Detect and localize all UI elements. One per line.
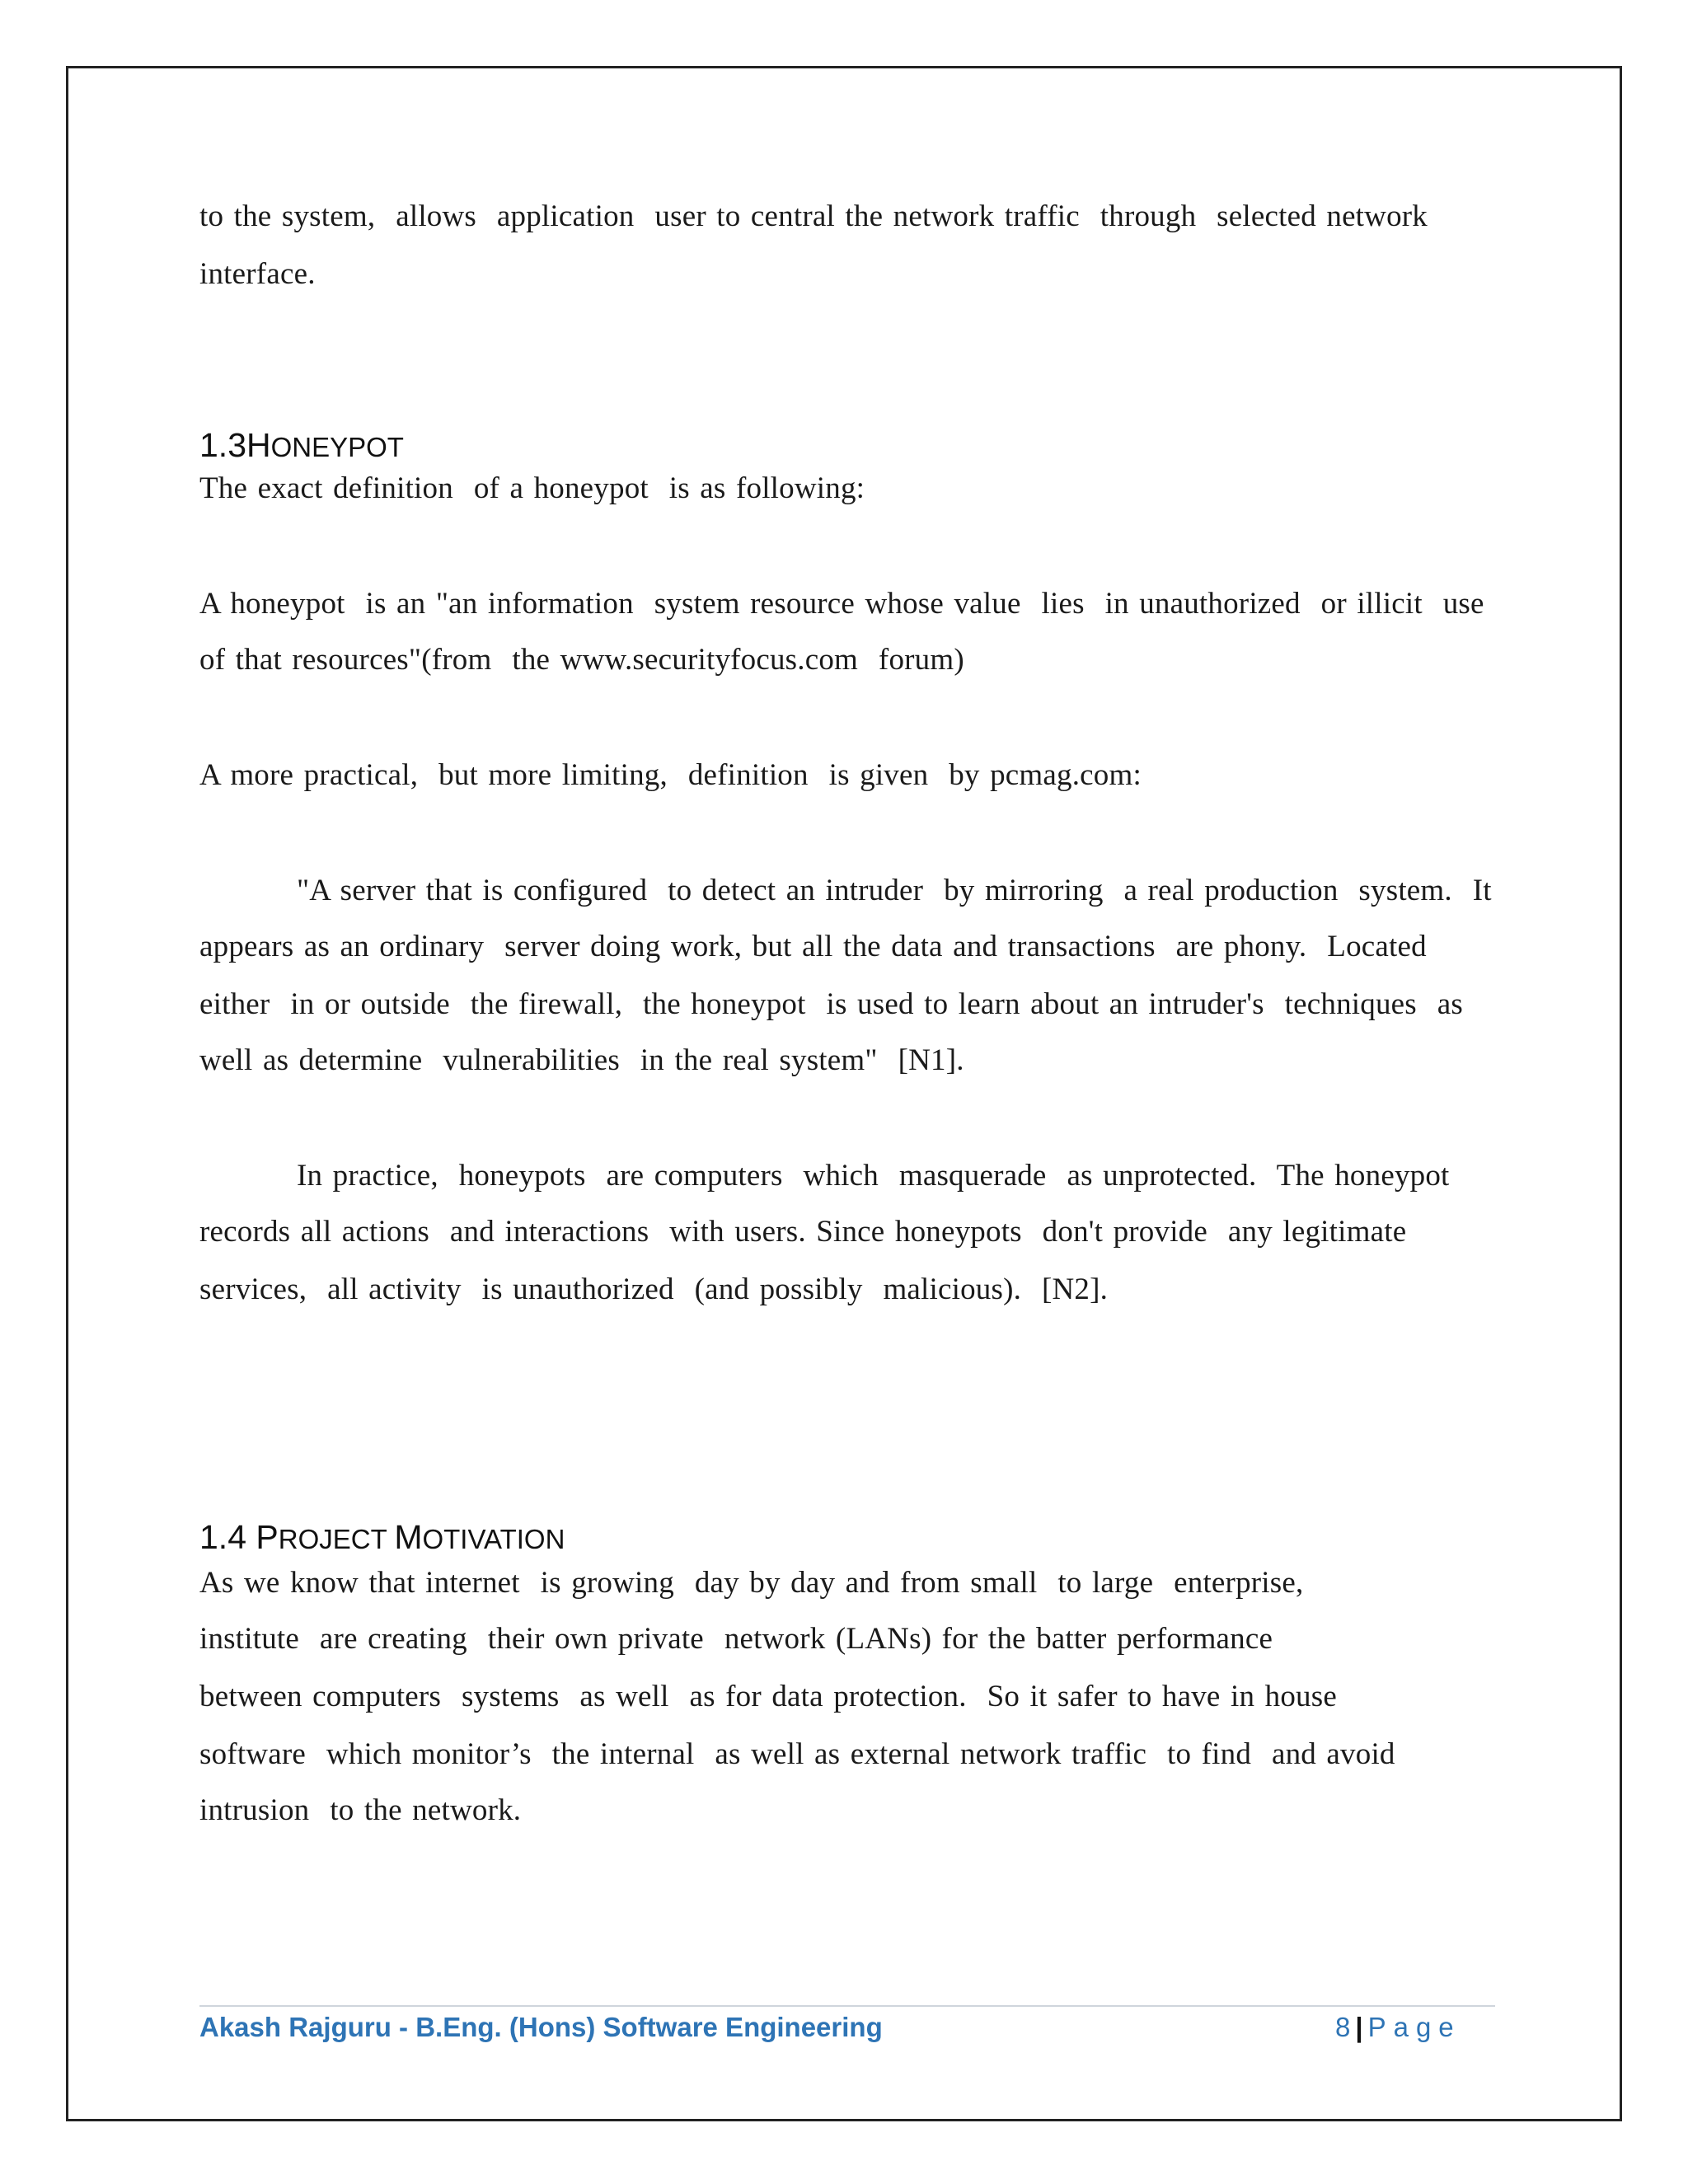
practice-paragraph-line-1: In practice, honeypots are computers which masquerade as unprotected. The honeypot [297,1159,1450,1193]
practice-paragraph-line-3: services, all activity is unauthorized (and possibly malicious). [N2]. [199,1272,1109,1306]
pcmag-quote-line-3: either in or outside the firewall, the honeypot is used to learn about an intruder's techniques as [199,987,1463,1021]
motivation-line-2: institute are creating their own private network (LANs) for the batter performance [199,1622,1273,1656]
section-1-4-number: 1.4 [199,1518,256,1556]
section-1-4-title-p: P [256,1518,279,1556]
motivation-line-5: intrusion to the network. [199,1793,522,1827]
intro-line-1: to the system, allows application user to central the network traffic through selected network [199,199,1428,233]
section-1-3-title-initial: H [246,426,271,464]
honeypot-definition-line-1: A honeypot is an "an information system resource whose value lies in unauthorized or illicit use [199,587,1484,621]
honeypot-definition-line-2: of that resources"(from the www.securityfocus.com forum) [199,643,964,677]
motivation-line-4: software which monitor’s the internal as well as external network traffic to find and avoid [199,1737,1395,1771]
page-label: Page [1367,2012,1461,2042]
pcmag-definition-intro: A more practical, but more limiting, definition is given by pcmag.com: [199,758,1142,792]
footer-author: Akash Rajguru - B.Eng. (Hons) Software Engineering [199,2012,883,2042]
section-1-4-title-otivation: OTIVATION [422,1524,565,1554]
section-1-4-title-roject: ROJECT [278,1524,395,1554]
page-separator: | [1355,2012,1363,2042]
motivation-line-3: between computers systems as well as for data protection. So it safer to have in house [199,1680,1337,1713]
pcmag-quote-line-4: well as determine vulnerabilities in the real system" [N1]. [199,1043,964,1077]
section-1-3-title-rest: ONEYPOT [270,432,404,462]
pcmag-quote-line-2: appears as an ordinary server doing work, but all the data and transactions are phony. Located [199,930,1427,963]
section-1-3-heading [199,426,404,464]
section-1-3-definition-intro: The exact definition of a honeypot is as following: [199,471,865,505]
section-1-3-number: 1.3 [199,426,246,464]
intro-line-2: interface. [199,257,316,291]
pcmag-quote-line-1: "A server that is configured to detect an intruder by mirroring a real production system. It [297,874,1492,907]
section-1-4-heading [199,1518,565,1556]
practice-paragraph-line-2: records all actions and interactions with users. Since honeypots don't provide any legitimate [199,1215,1407,1249]
page-number: 8 [1335,2012,1351,2042]
motivation-line-1: As we know that internet is growing day by day and from small to large enterprise, [199,1566,1304,1600]
section-1-4-title-m: M [394,1518,423,1556]
footer-divider [199,2005,1495,2007]
footer-page-number [1335,2012,1461,2043]
